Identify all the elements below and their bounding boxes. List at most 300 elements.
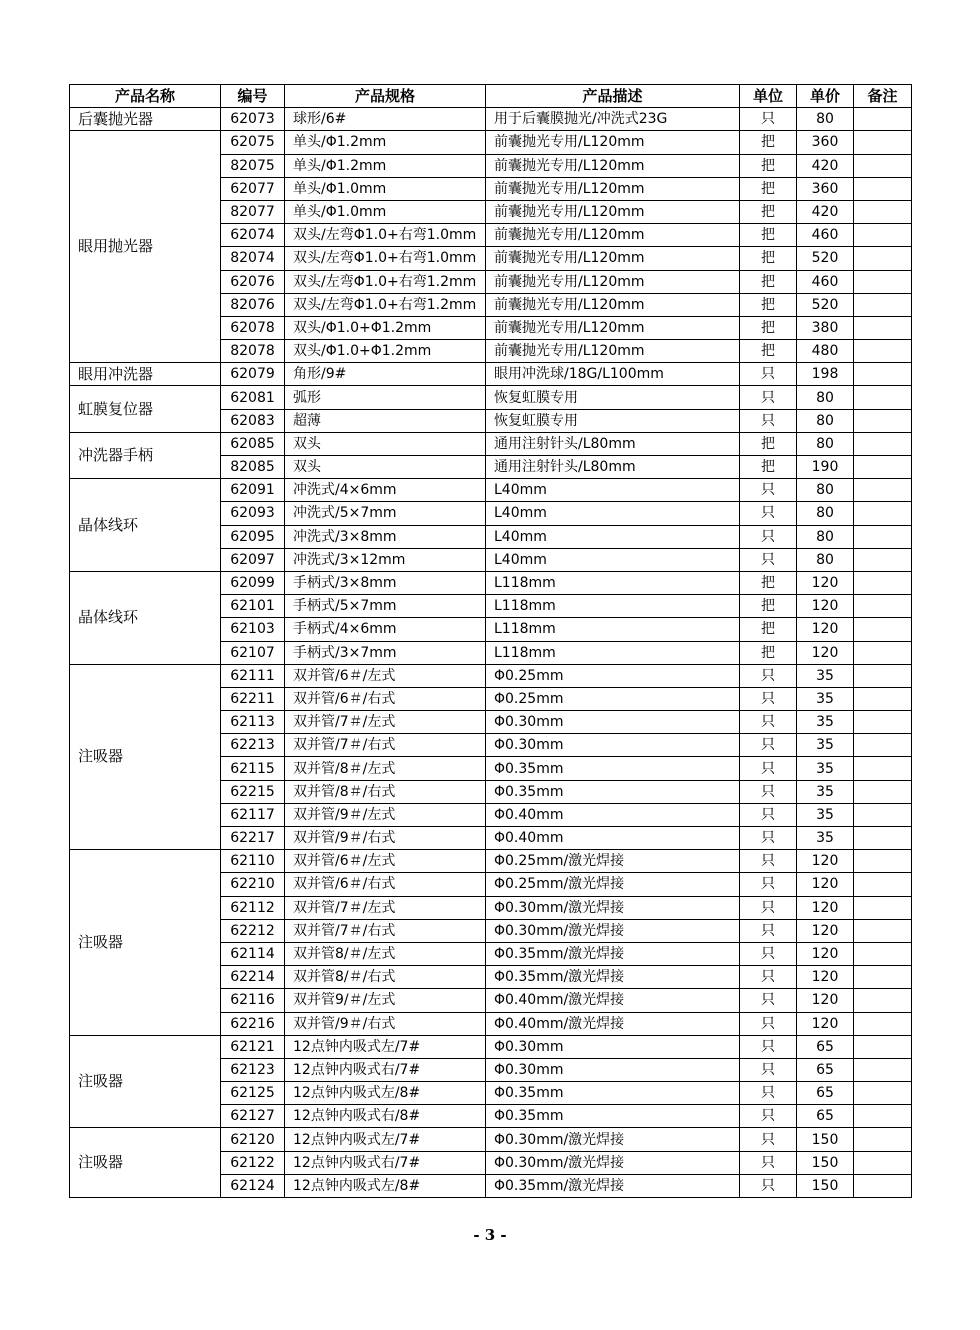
header-spec: 产品规格 <box>285 85 486 108</box>
note-cell <box>854 432 912 455</box>
description-cell: 通用注射针头/L80mm <box>486 432 740 455</box>
header-product-name: 产品名称 <box>70 85 221 108</box>
unit-cell: 只 <box>740 1128 797 1151</box>
unit-cell: 只 <box>740 942 797 965</box>
price-cell: 150 <box>797 1151 854 1174</box>
code-cell: 62210 <box>221 873 285 896</box>
description-cell: 恢复虹膜专用 <box>486 409 740 432</box>
description-cell: L40mm <box>486 525 740 548</box>
description-cell: Φ0.35mm <box>486 1105 740 1128</box>
spec-cell: 12点钟内吸式右/8# <box>285 1105 486 1128</box>
price-table <box>69 84 912 1198</box>
code-cell: 62123 <box>221 1058 285 1081</box>
unit-cell: 只 <box>740 664 797 687</box>
code-cell: 62111 <box>221 664 285 687</box>
header-unit: 单位 <box>740 85 797 108</box>
description-cell: Φ0.35mm <box>486 1082 740 1105</box>
note-cell <box>854 200 912 223</box>
spec-cell: 冲洗式/3×12mm <box>285 548 486 571</box>
header-price: 单价 <box>797 85 854 108</box>
spec-cell: 双头/左弯Φ1.0+右弯1.2mm <box>285 293 486 316</box>
product-name-cell: 注吸器 <box>70 1128 221 1198</box>
note-cell <box>854 525 912 548</box>
price-cell: 120 <box>797 641 854 664</box>
description-cell: Φ0.35mm/激光焊接 <box>486 966 740 989</box>
note-cell <box>854 1035 912 1058</box>
note-cell <box>854 1128 912 1151</box>
table-row <box>70 386 912 409</box>
spec-cell: 双并管8/＃/右式 <box>285 966 486 989</box>
code-cell: 62097 <box>221 548 285 571</box>
unit-cell: 只 <box>740 548 797 571</box>
table-row <box>70 432 912 455</box>
spec-cell: 12点钟内吸式左/7# <box>285 1035 486 1058</box>
note-cell <box>854 154 912 177</box>
code-cell: 82077 <box>221 200 285 223</box>
note-cell <box>854 1058 912 1081</box>
unit-cell: 只 <box>740 966 797 989</box>
note-cell <box>854 1151 912 1174</box>
note-cell <box>854 108 912 131</box>
price-cell: 65 <box>797 1058 854 1081</box>
description-cell: Φ0.35mm <box>486 780 740 803</box>
price-cell: 120 <box>797 966 854 989</box>
price-cell: 120 <box>797 896 854 919</box>
code-cell: 62120 <box>221 1128 285 1151</box>
note-cell <box>854 919 912 942</box>
price-cell: 35 <box>797 803 854 826</box>
code-cell: 62075 <box>221 131 285 154</box>
code-cell: 62101 <box>221 595 285 618</box>
description-cell: 前囊抛光专用/L120mm <box>486 316 740 339</box>
product-name-cell: 冲洗器手柄 <box>70 432 221 478</box>
unit-cell: 只 <box>740 525 797 548</box>
unit-cell: 把 <box>740 224 797 247</box>
unit-cell: 只 <box>740 687 797 710</box>
table-row <box>70 664 912 687</box>
description-cell: L118mm <box>486 571 740 594</box>
unit-cell: 只 <box>740 1058 797 1081</box>
price-cell: 65 <box>797 1035 854 1058</box>
spec-cell: 角形/9# <box>285 363 486 386</box>
note-cell <box>854 456 912 479</box>
code-cell: 62217 <box>221 827 285 850</box>
description-cell: Φ0.35mm <box>486 757 740 780</box>
spec-cell: 12点钟内吸式左/8# <box>285 1082 486 1105</box>
unit-cell: 只 <box>740 1174 797 1197</box>
note-cell <box>854 595 912 618</box>
code-cell: 62214 <box>221 966 285 989</box>
description-cell: Φ0.40mm <box>486 803 740 826</box>
note-cell <box>854 757 912 780</box>
spec-cell: 手柄式/4×6mm <box>285 618 486 641</box>
note-cell <box>854 363 912 386</box>
unit-cell: 只 <box>740 850 797 873</box>
code-cell: 62077 <box>221 177 285 200</box>
price-cell: 80 <box>797 386 854 409</box>
unit-cell: 把 <box>740 456 797 479</box>
code-cell: 62085 <box>221 432 285 455</box>
unit-cell: 把 <box>740 595 797 618</box>
note-cell <box>854 293 912 316</box>
note-cell <box>854 571 912 594</box>
code-cell: 62124 <box>221 1174 285 1197</box>
table-row <box>70 108 912 131</box>
spec-cell: 单头/Φ1.0mm <box>285 177 486 200</box>
spec-cell: 12点钟内吸式右/7# <box>285 1151 486 1174</box>
note-cell <box>854 966 912 989</box>
table-row <box>70 1035 912 1058</box>
unit-cell: 把 <box>740 154 797 177</box>
price-cell: 120 <box>797 850 854 873</box>
note-cell <box>854 316 912 339</box>
unit-cell: 只 <box>740 896 797 919</box>
header-row <box>70 85 912 108</box>
product-name-cell: 眼用冲洗器 <box>70 363 221 386</box>
unit-cell: 只 <box>740 1105 797 1128</box>
page-number: - 3 - <box>473 1226 507 1244</box>
price-cell: 80 <box>797 479 854 502</box>
code-cell: 62107 <box>221 641 285 664</box>
spec-cell: 双并管/8＃/右式 <box>285 780 486 803</box>
table-row <box>70 571 912 594</box>
spec-cell: 双并管/9＃/左式 <box>285 803 486 826</box>
description-cell: L40mm <box>486 502 740 525</box>
note-cell <box>854 850 912 873</box>
price-cell: 120 <box>797 1012 854 1035</box>
note-cell <box>854 711 912 734</box>
spec-cell: 双并管/7＃/右式 <box>285 734 486 757</box>
price-cell: 460 <box>797 270 854 293</box>
unit-cell: 只 <box>740 363 797 386</box>
description-cell: 恢复虹膜专用 <box>486 386 740 409</box>
code-cell: 62083 <box>221 409 285 432</box>
price-cell: 120 <box>797 919 854 942</box>
unit-cell: 只 <box>740 386 797 409</box>
note-cell <box>854 224 912 247</box>
note-cell <box>854 734 912 757</box>
code-cell: 62081 <box>221 386 285 409</box>
code-cell: 62103 <box>221 618 285 641</box>
product-name-cell: 注吸器 <box>70 1035 221 1128</box>
description-cell: L40mm <box>486 548 740 571</box>
price-cell: 120 <box>797 595 854 618</box>
note-cell <box>854 270 912 293</box>
code-cell: 62212 <box>221 919 285 942</box>
spec-cell: 冲洗式/4×6mm <box>285 479 486 502</box>
price-cell: 120 <box>797 618 854 641</box>
code-cell: 62116 <box>221 989 285 1012</box>
product-name-cell: 晶体线环 <box>70 479 221 572</box>
spec-cell: 单头/Φ1.0mm <box>285 200 486 223</box>
unit-cell: 只 <box>740 1035 797 1058</box>
unit-cell: 把 <box>740 270 797 293</box>
code-cell: 62099 <box>221 571 285 594</box>
note-cell <box>854 340 912 363</box>
unit-cell: 只 <box>740 734 797 757</box>
spec-cell: 双并管/8＃/左式 <box>285 757 486 780</box>
price-cell: 360 <box>797 131 854 154</box>
code-cell: 82085 <box>221 456 285 479</box>
unit-cell: 只 <box>740 827 797 850</box>
price-cell: 80 <box>797 548 854 571</box>
description-cell: L118mm <box>486 595 740 618</box>
spec-cell: 冲洗式/5×7mm <box>285 502 486 525</box>
price-cell: 35 <box>797 780 854 803</box>
description-cell: Φ0.30mm <box>486 1035 740 1058</box>
spec-cell: 12点钟内吸式右/7# <box>285 1058 486 1081</box>
unit-cell: 把 <box>740 200 797 223</box>
description-cell: L40mm <box>486 479 740 502</box>
note-cell <box>854 409 912 432</box>
description-cell: 通用注射针头/L80mm <box>486 456 740 479</box>
unit-cell: 把 <box>740 247 797 270</box>
unit-cell: 只 <box>740 502 797 525</box>
note-cell <box>854 386 912 409</box>
spec-cell: 双头/Φ1.0+Φ1.2mm <box>285 340 486 363</box>
description-cell: Φ0.30mm/激光焊接 <box>486 919 740 942</box>
description-cell: 前囊抛光专用/L120mm <box>486 340 740 363</box>
code-cell: 62211 <box>221 687 285 710</box>
unit-cell: 只 <box>740 409 797 432</box>
note-cell <box>854 873 912 896</box>
code-cell: 62117 <box>221 803 285 826</box>
description-cell: Φ0.35mm/激光焊接 <box>486 942 740 965</box>
description-cell: Φ0.25mm <box>486 664 740 687</box>
code-cell: 62093 <box>221 502 285 525</box>
description-cell: Φ0.30mm/激光焊接 <box>486 1128 740 1151</box>
note-cell <box>854 641 912 664</box>
note-cell <box>854 827 912 850</box>
table-row <box>70 363 912 386</box>
spec-cell: 手柄式/5×7mm <box>285 595 486 618</box>
price-cell: 420 <box>797 200 854 223</box>
unit-cell: 只 <box>740 757 797 780</box>
price-cell: 65 <box>797 1082 854 1105</box>
price-cell: 80 <box>797 502 854 525</box>
price-cell: 35 <box>797 734 854 757</box>
header-code: 编号 <box>221 85 285 108</box>
note-cell <box>854 131 912 154</box>
table-row <box>70 850 912 873</box>
price-cell: 120 <box>797 873 854 896</box>
price-cell: 520 <box>797 247 854 270</box>
note-cell <box>854 1082 912 1105</box>
description-cell: 前囊抛光专用/L120mm <box>486 131 740 154</box>
note-cell <box>854 618 912 641</box>
product-name-cell: 注吸器 <box>70 664 221 850</box>
code-cell: 82076 <box>221 293 285 316</box>
unit-cell: 把 <box>740 571 797 594</box>
description-cell: 用于后囊膜抛光/冲洗式23G <box>486 108 740 131</box>
spec-cell: 手柄式/3×7mm <box>285 641 486 664</box>
spec-cell: 双并管/6＃/右式 <box>285 687 486 710</box>
unit-cell: 只 <box>740 803 797 826</box>
price-cell: 360 <box>797 177 854 200</box>
description-cell: 前囊抛光专用/L120mm <box>486 247 740 270</box>
table-row <box>70 131 912 154</box>
spec-cell: 双并管/7＃/左式 <box>285 896 486 919</box>
code-cell: 62121 <box>221 1035 285 1058</box>
note-cell <box>854 177 912 200</box>
description-cell: 前囊抛光专用/L120mm <box>486 200 740 223</box>
description-cell: Φ0.40mm/激光焊接 <box>486 1012 740 1035</box>
table-row <box>70 1128 912 1151</box>
unit-cell: 只 <box>740 1082 797 1105</box>
spec-cell: 双并管/6＃/右式 <box>285 873 486 896</box>
product-name-cell: 后囊抛光器 <box>70 108 221 131</box>
code-cell: 62095 <box>221 525 285 548</box>
unit-cell: 只 <box>740 873 797 896</box>
price-cell: 520 <box>797 293 854 316</box>
code-cell: 62076 <box>221 270 285 293</box>
price-cell: 460 <box>797 224 854 247</box>
note-cell <box>854 664 912 687</box>
price-cell: 35 <box>797 664 854 687</box>
spec-cell: 双头 <box>285 456 486 479</box>
table-row <box>70 479 912 502</box>
code-cell: 82075 <box>221 154 285 177</box>
note-cell <box>854 247 912 270</box>
description-cell: 眼用冲洗球/18G/L100mm <box>486 363 740 386</box>
product-name-cell: 注吸器 <box>70 850 221 1036</box>
price-cell: 120 <box>797 571 854 594</box>
price-cell: 420 <box>797 154 854 177</box>
code-cell: 62115 <box>221 757 285 780</box>
note-cell <box>854 780 912 803</box>
price-cell: 80 <box>797 432 854 455</box>
description-cell: L118mm <box>486 618 740 641</box>
description-cell: 前囊抛光专用/L120mm <box>486 293 740 316</box>
code-cell: 62074 <box>221 224 285 247</box>
note-cell <box>854 896 912 919</box>
spec-cell: 单头/Φ1.2mm <box>285 131 486 154</box>
description-cell: Φ0.30mm/激光焊接 <box>486 1151 740 1174</box>
product-name-cell: 眼用抛光器 <box>70 131 221 363</box>
spec-cell: 双并管9/＃/左式 <box>285 989 486 1012</box>
note-cell <box>854 1174 912 1197</box>
description-cell: 前囊抛光专用/L120mm <box>486 177 740 200</box>
price-cell: 80 <box>797 409 854 432</box>
note-cell <box>854 1012 912 1035</box>
spec-cell: 双并管8/＃/左式 <box>285 942 486 965</box>
table-body <box>70 108 912 1198</box>
spec-cell: 单头/Φ1.2mm <box>285 154 486 177</box>
code-cell: 82074 <box>221 247 285 270</box>
description-cell: Φ0.30mm <box>486 734 740 757</box>
code-cell: 62091 <box>221 479 285 502</box>
description-cell: Φ0.30mm/激光焊接 <box>486 896 740 919</box>
price-cell: 35 <box>797 757 854 780</box>
description-cell: Φ0.40mm <box>486 827 740 850</box>
unit-cell: 把 <box>740 641 797 664</box>
spec-cell: 双头/左弯Φ1.0+右弯1.0mm <box>285 224 486 247</box>
unit-cell: 只 <box>740 1151 797 1174</box>
price-cell: 480 <box>797 340 854 363</box>
price-cell: 80 <box>797 108 854 131</box>
note-cell <box>854 803 912 826</box>
description-cell: Φ0.25mm/激光焊接 <box>486 850 740 873</box>
spec-cell: 球形/6# <box>285 108 486 131</box>
unit-cell: 把 <box>740 316 797 339</box>
unit-cell: 把 <box>740 177 797 200</box>
price-cell: 150 <box>797 1174 854 1197</box>
code-cell: 82078 <box>221 340 285 363</box>
price-cell: 198 <box>797 363 854 386</box>
unit-cell: 只 <box>740 479 797 502</box>
code-cell: 62079 <box>221 363 285 386</box>
price-cell: 35 <box>797 687 854 710</box>
spec-cell: 双并管/6＃/左式 <box>285 850 486 873</box>
spec-cell: 双并管/7＃/左式 <box>285 711 486 734</box>
description-cell: Φ0.40mm/激光焊接 <box>486 989 740 1012</box>
code-cell: 62215 <box>221 780 285 803</box>
description-cell: Φ0.30mm <box>486 1058 740 1081</box>
note-cell <box>854 548 912 571</box>
spec-cell: 手柄式/3×8mm <box>285 571 486 594</box>
spec-cell: 双并管/6＃/左式 <box>285 664 486 687</box>
code-cell: 62216 <box>221 1012 285 1035</box>
description-cell: 前囊抛光专用/L120mm <box>486 154 740 177</box>
description-cell: Φ0.25mm/激光焊接 <box>486 873 740 896</box>
code-cell: 62213 <box>221 734 285 757</box>
description-cell: 前囊抛光专用/L120mm <box>486 270 740 293</box>
code-cell: 62073 <box>221 108 285 131</box>
spec-cell: 双并管/9＃/右式 <box>285 827 486 850</box>
description-cell: Φ0.35mm/激光焊接 <box>486 1174 740 1197</box>
unit-cell: 把 <box>740 340 797 363</box>
note-cell <box>854 479 912 502</box>
spec-cell: 12点钟内吸式左/7# <box>285 1128 486 1151</box>
code-cell: 62078 <box>221 316 285 339</box>
header-note: 备注 <box>854 85 912 108</box>
code-cell: 62112 <box>221 896 285 919</box>
spec-cell: 双头 <box>285 432 486 455</box>
description-cell: Φ0.30mm <box>486 711 740 734</box>
product-name-cell: 晶体线环 <box>70 571 221 664</box>
spec-cell: 12点钟内吸式左/8# <box>285 1174 486 1197</box>
unit-cell: 把 <box>740 618 797 641</box>
price-cell: 150 <box>797 1128 854 1151</box>
price-cell: 80 <box>797 525 854 548</box>
product-name-cell: 虹膜复位器 <box>70 386 221 432</box>
spec-cell: 冲洗式/3×8mm <box>285 525 486 548</box>
code-cell: 62122 <box>221 1151 285 1174</box>
spec-cell: 双头/左弯Φ1.0+右弯1.2mm <box>285 270 486 293</box>
unit-cell: 把 <box>740 293 797 316</box>
code-cell: 62110 <box>221 850 285 873</box>
unit-cell: 只 <box>740 780 797 803</box>
price-cell: 120 <box>797 942 854 965</box>
price-cell: 65 <box>797 1105 854 1128</box>
spec-cell: 双并管/7＃/右式 <box>285 919 486 942</box>
spec-cell: 弧形 <box>285 386 486 409</box>
header-description: 产品描述 <box>486 85 740 108</box>
description-cell: 前囊抛光专用/L120mm <box>486 224 740 247</box>
code-cell: 62125 <box>221 1082 285 1105</box>
unit-cell: 只 <box>740 989 797 1012</box>
spec-cell: 双头/左弯Φ1.0+右弯1.0mm <box>285 247 486 270</box>
unit-cell: 只 <box>740 919 797 942</box>
code-cell: 62114 <box>221 942 285 965</box>
note-cell <box>854 942 912 965</box>
unit-cell: 把 <box>740 432 797 455</box>
description-cell: Φ0.25mm <box>486 687 740 710</box>
price-cell: 120 <box>797 989 854 1012</box>
note-cell <box>854 1105 912 1128</box>
price-cell: 35 <box>797 827 854 850</box>
unit-cell: 把 <box>740 131 797 154</box>
